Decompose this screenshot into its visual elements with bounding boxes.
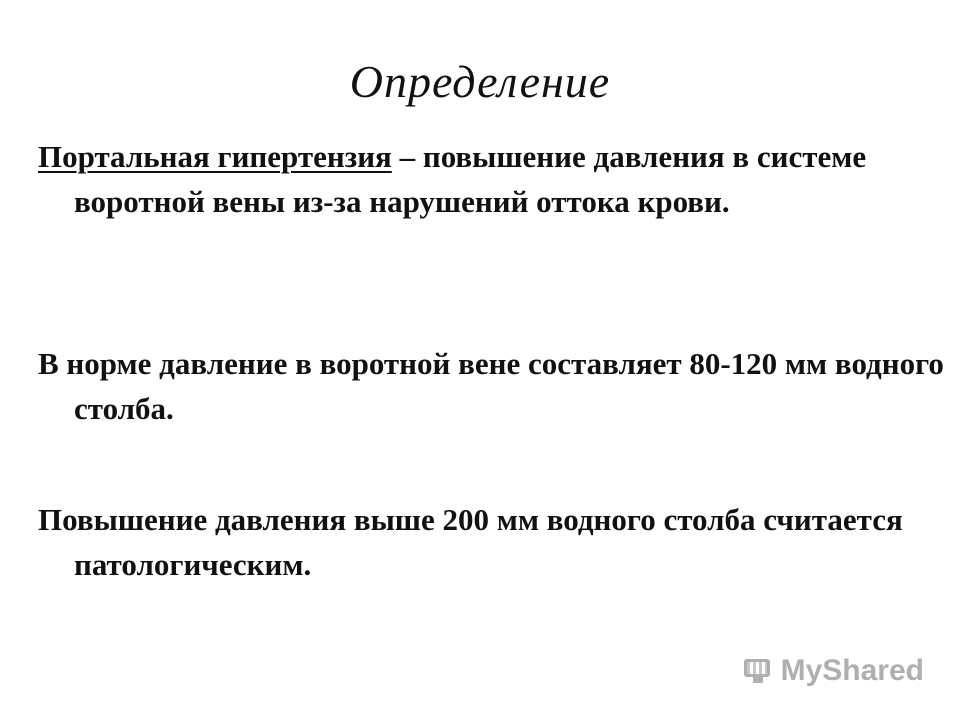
norm-paragraph: В норме давление в воротной вене составляет 80-120 мм водного столба.	[38, 346, 944, 426]
definition-term: Портальная гипертензия	[38, 139, 392, 174]
monitor-logo-icon	[741, 656, 775, 686]
watermark	[741, 654, 924, 688]
slide-title: Определение	[349, 56, 611, 107]
pathology-paragraph: Повышение давления выше 200 мм водного столба считается патологическим.	[38, 502, 903, 582]
definition-paragraph	[38, 134, 960, 224]
watermark-text: MyShared	[780, 654, 924, 687]
definition-text: – повышение давления в системе воротной вены из-за нарушений оттока крови.	[74, 139, 867, 219]
